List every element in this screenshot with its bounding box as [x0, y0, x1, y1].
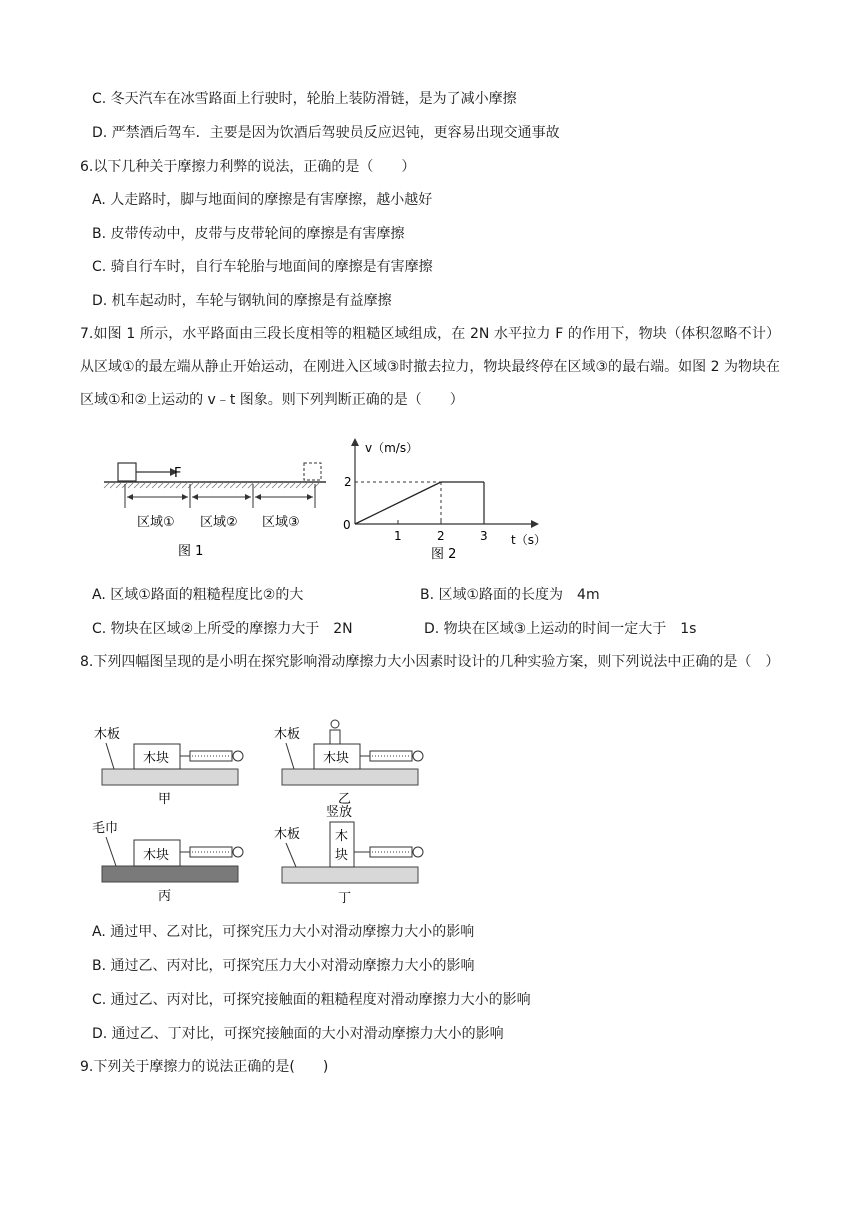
block-label-1: 木: [335, 829, 349, 844]
weight: [330, 730, 340, 744]
vt-x-tick-label: 1: [394, 529, 402, 543]
figure-2-caption: 图 2: [431, 547, 457, 562]
t-axis-label: t（s）: [511, 533, 546, 547]
q6-option-d: D. 机车起动时，车轮与钢轨间的摩擦是有益摩擦: [92, 293, 392, 309]
spring-scale-ring: [233, 847, 243, 857]
block-label: 木块: [143, 848, 170, 863]
q8-figure-jia: [88, 720, 258, 806]
figure-caption: 丁: [338, 891, 352, 906]
q8-stem: 8.下列四幅图呈现的是小明在探究影响滑动摩擦力大小因素时设计的几种实验方案，则下列说法中正确的是（ ）: [80, 654, 780, 670]
spring-scale-ring: [413, 751, 423, 761]
region-3-label: 区域③: [262, 515, 300, 530]
v-axis-arrow: [351, 438, 359, 446]
q8-option-d: D. 通过乙、丁对比，可探究接触面的大小对滑动摩擦力大小的影响: [92, 1026, 504, 1042]
v-tick-label: 2: [344, 475, 352, 489]
q7-option-b: B. 区域①路面的长度为 4m: [420, 587, 600, 603]
vt-series-segment: [355, 482, 441, 524]
region-2-label: 区域②: [200, 515, 238, 530]
q8-figure-bing: [88, 814, 258, 906]
surface-label: 木板: [274, 827, 301, 842]
label-leader: [106, 837, 116, 866]
region-markers: [125, 484, 315, 508]
label-leader: [106, 743, 114, 769]
figure-caption: 甲: [158, 792, 172, 806]
q8-figure-ding: [268, 804, 438, 906]
q9-stem: 9.下列关于摩擦力的说法正确的是( ): [80, 1059, 329, 1075]
q8-option-c: C. 通过乙、丙对比，可探究接触面的粗糙程度对滑动摩擦力大小的影响: [92, 992, 531, 1008]
q6-option-b: B. 皮带传动中，皮带与皮带轮间的摩擦是有害摩擦: [92, 226, 405, 242]
figure-caption: 乙: [338, 792, 352, 806]
surface-label: 木板: [274, 727, 301, 742]
orientation-note: 竖放: [326, 805, 353, 820]
ground-hatching: [104, 482, 320, 488]
towel-surface: [102, 866, 238, 882]
block: [118, 463, 136, 481]
surface-label: 毛巾: [92, 821, 119, 836]
surface-label: 木板: [94, 727, 121, 742]
label-leader: [286, 743, 294, 769]
spring-scale-ring: [233, 751, 243, 761]
spring-scale-ring: [413, 847, 423, 857]
q8-option-a: A. 通过甲、乙对比，可探究压力大小对滑动摩擦力大小的影响: [92, 924, 475, 940]
q7-stem: 7.如图 1 所示，水平路面由三段长度相等的粗糙区域组成，在 2N 水平拉力 F 的作用下，物块（体积忽略不计）从区域①的最左端从静止开始运动，在刚进入区域③时撤去拉力，物块最终停在区域③的最右端。如图 2 为物块在区域①和②上运动的 v﹣t 图象。则下列判断正确的是（ ）: [80, 326, 780, 408]
region-1-label: 区域①: [137, 515, 175, 530]
block-label-2: 块: [335, 848, 349, 863]
vt-x-tick-label: 3: [480, 529, 488, 543]
vt-x-tick-label: 2: [437, 529, 445, 543]
q7-option-d: D. 物块在区域③上运动的时间一定大于 1s: [424, 621, 697, 637]
q6-option-c: C. 骑自行车时，自行车轮胎与地面间的摩擦是有害摩擦: [92, 259, 433, 275]
wood-board: [282, 769, 418, 785]
final-block-outline: [304, 463, 321, 480]
q5-option-d: D. 严禁酒后驾车．主要是因为饮酒后驾驶员反应迟钝，更容易出现交通事故: [92, 125, 560, 141]
q6-stem: 6.以下几种关于摩擦力利弊的说法，正确的是（ ）: [80, 159, 416, 175]
block-label: 木块: [143, 751, 170, 766]
origin-label: 0: [343, 518, 351, 532]
q6-option-a: A. 人走路时，脚与地面间的摩擦是有害摩擦，越小越好: [92, 192, 433, 208]
q8-figure-yi: [268, 716, 438, 806]
block-label: 木块: [323, 751, 350, 766]
q7-option-c: C. 物块在区域②上所受的摩擦力大于 2N: [92, 621, 353, 637]
t-axis-arrow: [531, 520, 539, 528]
q7-figure-2-vt-graph: [335, 432, 555, 567]
figure-1-caption: 图 1: [178, 544, 204, 559]
q5-option-c: C. 冬天汽车在冰雪路面上行驶时，轮胎上装防滑链，是为了减小摩擦: [92, 91, 517, 107]
wood-board: [102, 769, 238, 785]
q7-option-a: A. 区域①路面的粗糙程度比②的大: [92, 587, 304, 603]
force-label: F: [174, 466, 182, 481]
label-leader: [286, 843, 296, 867]
weight-hook: [331, 720, 339, 728]
q7-figure-1: [100, 440, 330, 565]
wood-board: [282, 867, 418, 883]
q8-option-b: B. 通过乙、丙对比，可探究压力大小对滑动摩擦力大小的影响: [92, 958, 475, 974]
v-axis-label: v（m/s）: [365, 441, 419, 455]
figure-caption: 丙: [158, 889, 172, 904]
